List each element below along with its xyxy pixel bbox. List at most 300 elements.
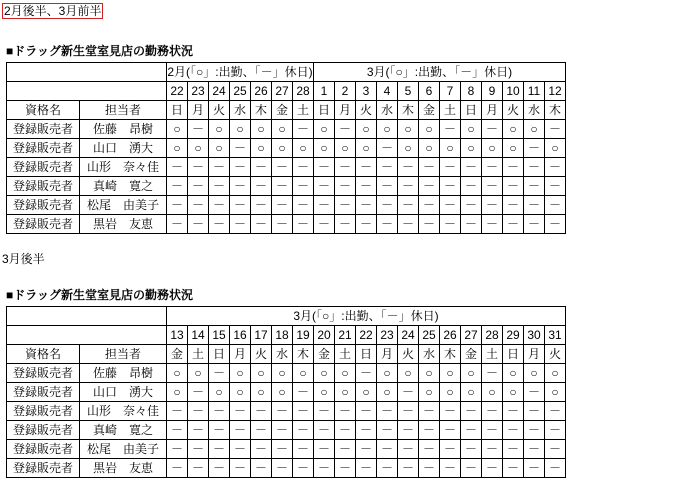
attendance-mark-cell: －	[293, 215, 314, 234]
weekday-cell: 水	[272, 345, 293, 364]
attendance-mark-cell: －	[293, 459, 314, 478]
attendance-mark-cell: －	[545, 158, 566, 177]
day-number-cell: 26	[440, 326, 461, 345]
attendance-mark-cell: －	[209, 158, 230, 177]
attendance-mark-cell: －	[167, 177, 188, 196]
attendance-mark-cell: －	[356, 440, 377, 459]
table-row	[7, 120, 566, 139]
attendance-mark-cell: －	[524, 158, 545, 177]
attendance-mark-cell: ○	[272, 120, 293, 139]
attendance-mark-cell: －	[461, 158, 482, 177]
attendance-mark-cell: ○	[167, 383, 188, 402]
attendance-mark-cell: －	[482, 196, 503, 215]
weekday-cell: 火	[545, 345, 566, 364]
table-row	[7, 364, 566, 383]
day-number-cell: 19	[293, 326, 314, 345]
weekday-cell: 水	[230, 101, 251, 120]
person-name-cell: 黒岩 友恵	[80, 459, 167, 478]
table-row	[7, 421, 566, 440]
attendance-mark-cell: ○	[209, 120, 230, 139]
attendance-mark-cell: －	[545, 177, 566, 196]
attendance-mark-cell: －	[293, 402, 314, 421]
day-number-row	[7, 82, 566, 101]
attendance-mark-cell: －	[272, 177, 293, 196]
attendance-mark-cell: －	[524, 215, 545, 234]
attendance-mark-cell: －	[482, 421, 503, 440]
qualification-cell: 登録販売者	[7, 421, 80, 440]
day-number-cell: 24	[209, 82, 230, 101]
weekday-cell: 日	[503, 345, 524, 364]
attendance-mark-cell: －	[314, 459, 335, 478]
weekday-cell: 火	[503, 101, 524, 120]
day-number-cell: 23	[188, 82, 209, 101]
attendance-mark-cell: －	[209, 402, 230, 421]
weekday-cell: 木	[398, 101, 419, 120]
qualification-cell: 登録販売者	[7, 383, 80, 402]
attendance-mark-cell: －	[209, 440, 230, 459]
attendance-mark-cell: －	[209, 215, 230, 234]
weekday-header-row	[7, 101, 566, 120]
attendance-mark-cell: ○	[440, 139, 461, 158]
day-number-cell: 23	[377, 326, 398, 345]
attendance-mark-cell: －	[440, 402, 461, 421]
day-number-cell: 11	[524, 82, 545, 101]
attendance-mark-cell: －	[314, 158, 335, 177]
attendance-mark-cell: －	[251, 177, 272, 196]
attendance-mark-cell: －	[167, 459, 188, 478]
section-title-2: ■ドラッグ新生堂室見店の勤務状況	[6, 288, 194, 302]
attendance-mark-cell: －	[272, 215, 293, 234]
attendance-mark-cell: ○	[293, 139, 314, 158]
table-row	[7, 402, 566, 421]
weekday-cell: 水	[524, 101, 545, 120]
month-group-header: 3月(「○」:出勤、「－」休日)	[314, 63, 566, 82]
table-row	[7, 440, 566, 459]
day-number-cell: 1	[314, 82, 335, 101]
attendance-mark-cell: －	[377, 177, 398, 196]
attendance-mark-cell: －	[251, 215, 272, 234]
attendance-mark-cell: －	[377, 196, 398, 215]
attendance-mark-cell: －	[419, 440, 440, 459]
attendance-mark-cell: ○	[545, 383, 566, 402]
section-title-1: ■ドラッグ新生堂室見店の勤務状況	[6, 44, 194, 58]
attendance-mark-cell: －	[503, 177, 524, 196]
qualification-column-header: 資格名	[7, 345, 80, 364]
attendance-mark-cell: －	[335, 196, 356, 215]
attendance-mark-cell: －	[419, 421, 440, 440]
attendance-mark-cell: －	[503, 440, 524, 459]
attendance-mark-cell: －	[167, 402, 188, 421]
day-number-cell: 28	[482, 326, 503, 345]
attendance-mark-cell: －	[167, 196, 188, 215]
weekday-cell: 木	[293, 345, 314, 364]
attendance-mark-cell: ○	[440, 383, 461, 402]
table-row	[7, 158, 566, 177]
attendance-mark-cell: －	[524, 440, 545, 459]
attendance-mark-cell: －	[188, 120, 209, 139]
attendance-mark-cell: －	[377, 139, 398, 158]
attendance-mark-cell: ○	[356, 139, 377, 158]
attendance-mark-cell: －	[524, 177, 545, 196]
weekday-cell: 火	[398, 345, 419, 364]
schedule-table-second-half	[6, 306, 566, 478]
attendance-mark-cell: ○	[188, 364, 209, 383]
attendance-mark-cell: －	[209, 177, 230, 196]
schedule-table-first-half	[6, 62, 566, 234]
attendance-mark-cell: ○	[419, 364, 440, 383]
day-number-cell: 14	[188, 326, 209, 345]
attendance-mark-cell: －	[230, 215, 251, 234]
weekday-cell: 金	[167, 345, 188, 364]
attendance-mark-cell: －	[356, 215, 377, 234]
attendance-mark-cell: －	[314, 440, 335, 459]
weekday-cell: 金	[419, 101, 440, 120]
person-name-cell: 山形 奈々佳	[80, 158, 167, 177]
weekday-cell: 木	[251, 101, 272, 120]
weekday-cell: 日	[209, 345, 230, 364]
day-number-cell: 27	[272, 82, 293, 101]
attendance-mark-cell: －	[293, 196, 314, 215]
weekday-cell: 土	[293, 101, 314, 120]
day-number-cell: 20	[314, 326, 335, 345]
attendance-mark-cell: －	[545, 215, 566, 234]
weekday-cell: 水	[419, 345, 440, 364]
attendance-mark-cell: ○	[293, 364, 314, 383]
attendance-mark-cell: ○	[314, 383, 335, 402]
corner-blank-cell	[7, 307, 167, 326]
attendance-mark-cell: －	[419, 402, 440, 421]
attendance-mark-cell: ○	[230, 383, 251, 402]
attendance-mark-cell: －	[398, 421, 419, 440]
attendance-mark-cell: －	[293, 421, 314, 440]
attendance-mark-cell: －	[209, 421, 230, 440]
day-number-cell: 7	[440, 82, 461, 101]
attendance-mark-cell: －	[251, 196, 272, 215]
attendance-mark-cell: ○	[209, 139, 230, 158]
attendance-mark-cell: －	[419, 215, 440, 234]
day-number-cell: 4	[377, 82, 398, 101]
attendance-mark-cell: －	[272, 421, 293, 440]
attendance-mark-cell: －	[188, 383, 209, 402]
attendance-mark-cell: －	[167, 158, 188, 177]
attendance-mark-cell: －	[503, 421, 524, 440]
attendance-mark-cell: －	[335, 215, 356, 234]
attendance-mark-cell: －	[188, 177, 209, 196]
attendance-mark-cell: －	[356, 364, 377, 383]
qualification-cell: 登録販売者	[7, 402, 80, 421]
attendance-mark-cell: －	[545, 421, 566, 440]
attendance-mark-cell: －	[419, 196, 440, 215]
weekday-cell: 日	[461, 101, 482, 120]
day-number-cell: 15	[209, 326, 230, 345]
weekday-cell: 月	[377, 345, 398, 364]
attendance-mark-cell: －	[398, 196, 419, 215]
attendance-mark-cell: －	[503, 215, 524, 234]
person-name-cell: 真崎 寛之	[80, 421, 167, 440]
attendance-mark-cell: －	[335, 402, 356, 421]
day-number-cell: 10	[503, 82, 524, 101]
attendance-mark-cell: －	[335, 120, 356, 139]
attendance-mark-cell: －	[461, 402, 482, 421]
attendance-mark-cell: －	[293, 177, 314, 196]
weekday-cell: 木	[440, 345, 461, 364]
qualification-cell: 登録販売者	[7, 158, 80, 177]
attendance-mark-cell: ○	[272, 383, 293, 402]
attendance-mark-cell: －	[524, 139, 545, 158]
attendance-mark-cell: －	[482, 364, 503, 383]
attendance-mark-cell: －	[314, 215, 335, 234]
day-number-cell: 31	[545, 326, 566, 345]
weekday-cell: 金	[314, 345, 335, 364]
attendance-mark-cell: －	[440, 440, 461, 459]
attendance-mark-cell: －	[356, 402, 377, 421]
day-number-row	[7, 326, 566, 345]
person-column-header: 担当者	[80, 345, 167, 364]
attendance-mark-cell: －	[230, 459, 251, 478]
attendance-mark-cell: －	[398, 158, 419, 177]
attendance-mark-cell: －	[230, 402, 251, 421]
attendance-mark-cell: －	[398, 383, 419, 402]
attendance-mark-cell: －	[503, 196, 524, 215]
attendance-mark-cell: ○	[335, 383, 356, 402]
table-row	[7, 196, 566, 215]
corner-blank-cell	[7, 82, 167, 101]
weekday-cell: 月	[335, 101, 356, 120]
day-number-cell: 27	[461, 326, 482, 345]
attendance-mark-cell: ○	[377, 120, 398, 139]
attendance-mark-cell: －	[314, 402, 335, 421]
attendance-mark-cell: －	[377, 402, 398, 421]
attendance-mark-cell: －	[272, 402, 293, 421]
attendance-mark-cell: ○	[545, 364, 566, 383]
attendance-mark-cell: －	[188, 421, 209, 440]
attendance-mark-cell: ○	[461, 364, 482, 383]
attendance-mark-cell: －	[398, 177, 419, 196]
weekday-cell: 水	[377, 101, 398, 120]
day-number-cell: 18	[272, 326, 293, 345]
person-name-cell: 黒岩 友恵	[80, 215, 167, 234]
attendance-mark-cell: ○	[503, 139, 524, 158]
note-top: 2月後半、3月前半	[4, 4, 102, 18]
attendance-mark-cell: ○	[503, 364, 524, 383]
attendance-mark-cell: －	[293, 120, 314, 139]
day-number-cell: 17	[251, 326, 272, 345]
attendance-mark-cell: －	[440, 196, 461, 215]
attendance-mark-cell: －	[398, 402, 419, 421]
attendance-mark-cell: ○	[398, 364, 419, 383]
person-name-cell: 山口 湧大	[80, 139, 167, 158]
attendance-mark-cell: ○	[356, 383, 377, 402]
attendance-mark-cell: －	[377, 421, 398, 440]
attendance-mark-cell: ○	[188, 139, 209, 158]
weekday-cell: 月	[524, 345, 545, 364]
qualification-cell: 登録販売者	[7, 139, 80, 158]
attendance-mark-cell: －	[377, 215, 398, 234]
day-number-cell: 22	[167, 82, 188, 101]
attendance-mark-cell: ○	[524, 364, 545, 383]
attendance-mark-cell: －	[167, 215, 188, 234]
attendance-mark-cell: －	[230, 196, 251, 215]
attendance-mark-cell: －	[377, 158, 398, 177]
attendance-mark-cell: －	[188, 440, 209, 459]
attendance-mark-cell: －	[461, 177, 482, 196]
day-number-cell: 8	[461, 82, 482, 101]
attendance-mark-cell: ○	[461, 139, 482, 158]
attendance-mark-cell: －	[524, 196, 545, 215]
person-name-cell: 山形 奈々佳	[80, 402, 167, 421]
attendance-mark-cell: ○	[209, 383, 230, 402]
attendance-mark-cell: －	[377, 440, 398, 459]
attendance-mark-cell: －	[272, 158, 293, 177]
attendance-mark-cell: －	[461, 440, 482, 459]
attendance-mark-cell: －	[398, 215, 419, 234]
attendance-mark-cell: －	[293, 158, 314, 177]
attendance-mark-cell: －	[356, 158, 377, 177]
person-name-cell: 松尾 由美子	[80, 440, 167, 459]
attendance-mark-cell: －	[545, 459, 566, 478]
qualification-column-header: 資格名	[7, 101, 80, 120]
corner-blank-cell	[7, 326, 167, 345]
day-number-cell: 9	[482, 82, 503, 101]
attendance-mark-cell: ○	[230, 364, 251, 383]
day-number-cell: 13	[167, 326, 188, 345]
attendance-mark-cell: －	[188, 196, 209, 215]
attendance-mark-cell: －	[209, 459, 230, 478]
person-name-cell: 山口 湧大	[80, 383, 167, 402]
attendance-mark-cell: ○	[314, 364, 335, 383]
attendance-mark-cell: －	[293, 383, 314, 402]
qualification-cell: 登録販売者	[7, 459, 80, 478]
attendance-mark-cell: －	[188, 402, 209, 421]
attendance-mark-cell: －	[314, 421, 335, 440]
attendance-mark-cell: ○	[482, 383, 503, 402]
attendance-mark-cell: －	[335, 440, 356, 459]
attendance-mark-cell: ○	[272, 139, 293, 158]
attendance-mark-cell: ○	[167, 364, 188, 383]
attendance-mark-cell: ○	[251, 139, 272, 158]
attendance-mark-cell: ○	[419, 383, 440, 402]
attendance-mark-cell: －	[335, 459, 356, 478]
attendance-mark-cell: －	[440, 177, 461, 196]
attendance-mark-cell: －	[440, 459, 461, 478]
attendance-mark-cell: －	[335, 158, 356, 177]
weekday-header-row	[7, 345, 566, 364]
month-group-header: 3月(「○」:出勤、「－」休日)	[167, 307, 566, 326]
day-number-cell: 16	[230, 326, 251, 345]
day-number-cell: 29	[503, 326, 524, 345]
weekday-cell: 月	[482, 101, 503, 120]
table-row	[7, 215, 566, 234]
attendance-mark-cell: ○	[314, 139, 335, 158]
attendance-mark-cell: －	[188, 459, 209, 478]
attendance-mark-cell: －	[335, 421, 356, 440]
attendance-mark-cell: ○	[335, 364, 356, 383]
attendance-mark-cell: －	[503, 402, 524, 421]
person-name-cell: 真崎 寛之	[80, 177, 167, 196]
attendance-mark-cell: ○	[230, 120, 251, 139]
weekday-cell: 土	[440, 101, 461, 120]
day-number-cell: 25	[419, 326, 440, 345]
attendance-mark-cell: －	[335, 177, 356, 196]
attendance-mark-cell: －	[545, 196, 566, 215]
attendance-mark-cell: －	[482, 120, 503, 139]
attendance-mark-cell: －	[482, 177, 503, 196]
attendance-mark-cell: ○	[503, 120, 524, 139]
attendance-mark-cell: －	[482, 402, 503, 421]
attendance-mark-cell: ○	[482, 139, 503, 158]
day-number-cell: 28	[293, 82, 314, 101]
attendance-mark-cell: －	[461, 421, 482, 440]
attendance-mark-cell: －	[230, 421, 251, 440]
attendance-mark-cell: －	[545, 120, 566, 139]
attendance-mark-cell: －	[503, 158, 524, 177]
table-row	[7, 177, 566, 196]
attendance-mark-cell: －	[272, 440, 293, 459]
month-header-row	[7, 307, 566, 326]
person-column-header: 担当者	[80, 101, 167, 120]
attendance-mark-cell: －	[524, 402, 545, 421]
attendance-mark-cell: －	[188, 215, 209, 234]
attendance-mark-cell: ○	[167, 139, 188, 158]
person-name-cell: 佐藤 昂樹	[80, 120, 167, 139]
attendance-mark-cell: ○	[314, 120, 335, 139]
attendance-mark-cell: －	[377, 459, 398, 478]
attendance-mark-cell: －	[356, 177, 377, 196]
attendance-mark-cell: －	[419, 158, 440, 177]
day-number-cell: 22	[356, 326, 377, 345]
attendance-mark-cell: －	[251, 158, 272, 177]
table-row	[7, 459, 566, 478]
attendance-mark-cell: －	[356, 196, 377, 215]
attendance-mark-cell: －	[545, 402, 566, 421]
attendance-mark-cell: ○	[356, 120, 377, 139]
attendance-mark-cell: －	[230, 177, 251, 196]
attendance-mark-cell: ○	[440, 364, 461, 383]
attendance-mark-cell: ○	[272, 364, 293, 383]
attendance-mark-cell: －	[524, 459, 545, 478]
attendance-mark-cell: －	[524, 421, 545, 440]
attendance-mark-cell: －	[398, 459, 419, 478]
day-number-cell: 26	[251, 82, 272, 101]
attendance-mark-cell: ○	[377, 364, 398, 383]
attendance-mark-cell: －	[461, 196, 482, 215]
day-number-cell: 6	[419, 82, 440, 101]
attendance-mark-cell: ○	[251, 364, 272, 383]
attendance-mark-cell: －	[461, 459, 482, 478]
attendance-mark-cell: －	[419, 459, 440, 478]
attendance-mark-cell: －	[440, 158, 461, 177]
attendance-mark-cell: －	[167, 440, 188, 459]
weekday-cell: 日	[167, 101, 188, 120]
attendance-mark-cell: ○	[167, 120, 188, 139]
attendance-mark-cell: ○	[335, 139, 356, 158]
weekday-cell: 土	[482, 345, 503, 364]
attendance-mark-cell: －	[272, 196, 293, 215]
weekday-cell: 金	[461, 345, 482, 364]
attendance-mark-cell: ○	[398, 139, 419, 158]
attendance-mark-cell: －	[356, 459, 377, 478]
attendance-mark-cell: ○	[503, 383, 524, 402]
table-row	[7, 383, 566, 402]
person-name-cell: 松尾 由美子	[80, 196, 167, 215]
weekday-cell: 日	[356, 345, 377, 364]
day-number-cell: 24	[398, 326, 419, 345]
attendance-mark-cell: －	[356, 421, 377, 440]
attendance-mark-cell: ○	[251, 383, 272, 402]
qualification-cell: 登録販売者	[7, 196, 80, 215]
table-row	[7, 139, 566, 158]
attendance-mark-cell: －	[251, 421, 272, 440]
